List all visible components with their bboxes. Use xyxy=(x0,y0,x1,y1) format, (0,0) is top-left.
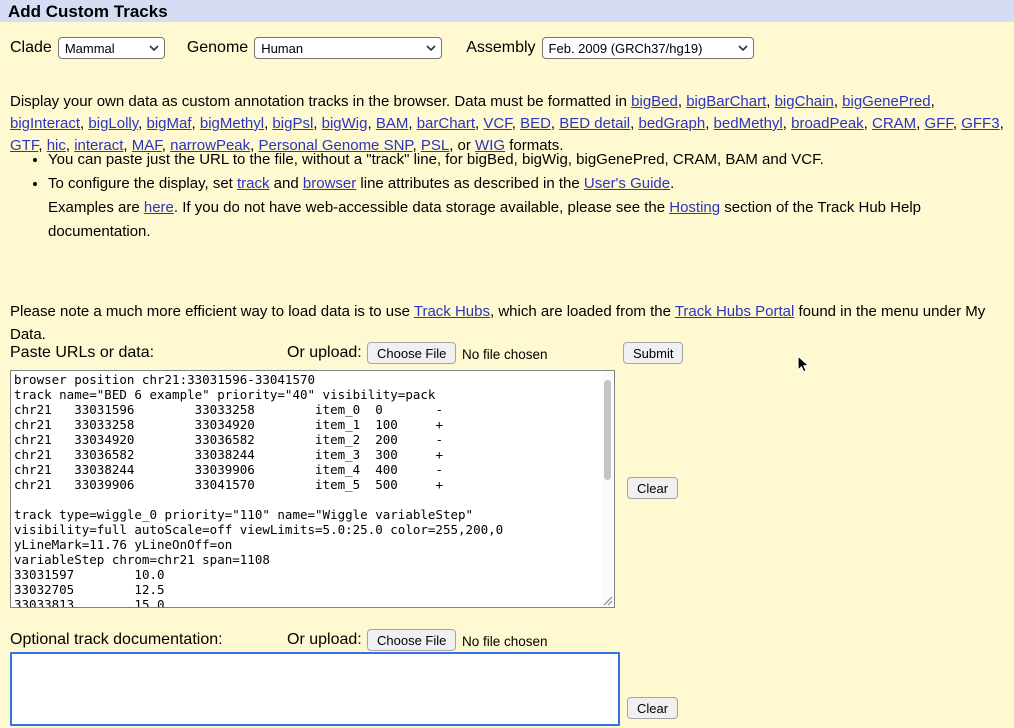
format-link-narrowpeak[interactable]: narrowPeak xyxy=(170,137,251,154)
resize-grip-icon[interactable] xyxy=(603,596,613,606)
format-link-biglolly[interactable]: bigLolly xyxy=(88,115,139,132)
scrollbar-thumb[interactable] xyxy=(604,380,611,480)
or-upload-label: Or upload: xyxy=(287,631,362,648)
format-link-bigmaf[interactable]: bigMaf xyxy=(146,115,192,132)
format-link-bed-detail[interactable]: BED detail xyxy=(559,115,631,132)
page-title: Add Custom Tracks xyxy=(8,2,168,21)
paste-textarea-container xyxy=(10,370,615,608)
clade-select[interactable] xyxy=(58,37,165,59)
no-file-chosen-text: No file chosen xyxy=(462,634,548,649)
format-link-barchart[interactable]: barChart xyxy=(416,115,476,132)
format-link-bigbed[interactable]: bigBed xyxy=(631,93,678,110)
chevron-down-icon xyxy=(149,45,159,51)
assembly-select[interactable] xyxy=(542,37,754,59)
clear-doc-button[interactable]: Clear xyxy=(627,697,678,719)
genome-select[interactable] xyxy=(254,37,442,59)
format-link-gtf[interactable]: GTF xyxy=(10,137,39,154)
list-item: • You can paste just the URL to the file, without a "track" line, for bigBed, bigWig, bigGenePred, CRAM, BAM and VCF. xyxy=(48,148,1002,172)
page-header xyxy=(0,0,1014,22)
format-link-wig[interactable]: WIG xyxy=(475,137,506,154)
format-link-hic[interactable]: hic xyxy=(46,137,66,154)
intro-lead-text: Display your own data as custom annotation tracks in the browser. Data must be formatted in xyxy=(10,93,632,110)
format-link-bigbarchart[interactable]: bigBarChart xyxy=(686,93,767,110)
format-link-bedgraph[interactable]: bedGraph xyxy=(638,115,706,132)
list-item: • To configure the display, set track and browser line attributes as described in the User's Guide. Examples are here. If you do not have web-accessible data storage available, please see the Hosting section of the Track Hub Help documentation. xyxy=(48,172,1002,244)
format-link-bigchain[interactable]: bigChain xyxy=(774,93,834,110)
text-link[interactable]: browser xyxy=(302,175,357,192)
paste-urls-label: Paste URLs or data: xyxy=(10,344,155,361)
format-link-gff3[interactable]: GFF3 xyxy=(961,115,1000,132)
format-link-biginteract[interactable]: bigInteract xyxy=(10,115,81,132)
paste-data-textarea[interactable] xyxy=(10,370,615,608)
chevron-down-icon xyxy=(426,45,436,51)
clear-paste-button[interactable]: Clear xyxy=(627,477,678,499)
clade-selected-value: Mammal xyxy=(64,40,115,56)
instructions-list xyxy=(10,148,1002,244)
format-link-broadpeak[interactable]: broadPeak xyxy=(791,115,864,132)
chevron-down-icon xyxy=(738,45,748,51)
format-link-biggenepred[interactable]: bigGenePred xyxy=(842,93,931,110)
submit-button[interactable]: Submit xyxy=(623,342,683,364)
mouse-cursor-icon xyxy=(794,353,812,373)
track-hubs-note: Please note a much more efficient way to load data is to use Track Hubs, which are loaded from the Track Hubs Portal found in the menu under My Data. xyxy=(10,303,986,343)
format-link-personal-genome-snp[interactable]: Personal Genome SNP xyxy=(258,137,413,154)
format-link-bed[interactable]: BED xyxy=(520,115,551,132)
text-link[interactable]: Hosting xyxy=(669,199,721,216)
optional-doc-label: Optional track documentation: xyxy=(10,631,223,648)
genome-label: Genome xyxy=(186,39,249,56)
format-link-bedmethyl[interactable]: bedMethyl xyxy=(713,115,783,132)
choose-file-button[interactable]: Choose File xyxy=(367,342,456,364)
clade-label: Clade xyxy=(10,39,52,56)
format-link-cram[interactable]: CRAM xyxy=(872,115,917,132)
format-link-maf[interactable]: MAF xyxy=(131,137,162,154)
no-file-chosen-text: No file chosen xyxy=(462,347,548,362)
text-link[interactable]: Track Hubs xyxy=(413,303,490,320)
assembly-label: Assembly xyxy=(466,39,536,56)
text-link[interactable]: here xyxy=(143,199,174,216)
text-link[interactable]: User's Guide xyxy=(583,175,671,192)
format-link-bigmethyl[interactable]: bigMethyl xyxy=(199,115,265,132)
format-links: bigBed, bigBarChart, bigChain, bigGenePred, bigInteract, bigLolly, bigMaf, bigMethyl, bigPsl, bigWig, BAM, barChart, VCF, BED, BED detail, bedGraph, bedMethyl, broadPeak, CRAM, GFF, GFF3, GTF, hic, interact, MAF, narrowPeak, Personal Genome SNP, PSL, or WIG formats. xyxy=(10,93,1004,154)
assembly-selected-value: Feb. 2009 (GRCh37/hg19) xyxy=(548,40,703,56)
format-link-bigpsl[interactable]: bigPsl xyxy=(272,115,314,132)
format-link-bam[interactable]: BAM xyxy=(375,115,409,132)
choose-file-button[interactable]: Choose File xyxy=(367,629,456,651)
text-link[interactable]: Track Hubs Portal xyxy=(674,303,795,320)
text-link[interactable]: track xyxy=(237,175,270,192)
format-link-interact[interactable]: interact xyxy=(74,137,124,154)
format-link-vcf[interactable]: VCF xyxy=(483,115,512,132)
format-link-gff[interactable]: GFF xyxy=(924,115,953,132)
or-upload-label: Or upload: xyxy=(287,344,362,361)
format-link-bigwig[interactable]: bigWig xyxy=(321,115,368,132)
doc-textarea[interactable] xyxy=(10,652,620,726)
genome-selected-value: Human xyxy=(261,40,304,56)
format-link-psl[interactable]: PSL xyxy=(420,137,450,154)
genome-controls xyxy=(10,36,754,60)
textarea-scrollbar[interactable] xyxy=(602,372,613,606)
